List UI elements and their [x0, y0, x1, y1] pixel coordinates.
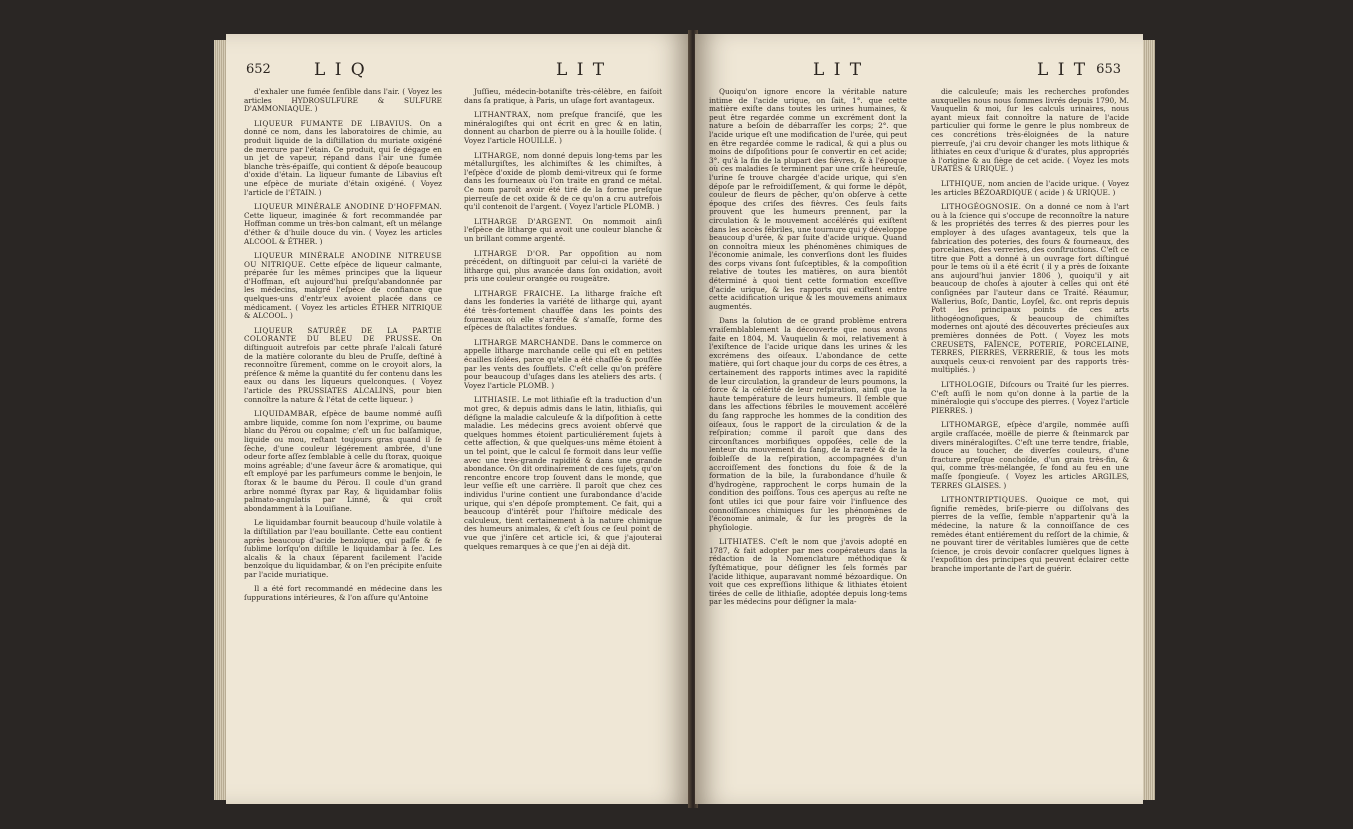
right-page-number: 653 — [1096, 62, 1121, 77]
entry-text: On diſtinguoit autrefois par cette phraſe l'alcali ſaturé de la matière colorante du bleu de Pruſſe, deſtiné à reconnoître ſûrement, comme on le croyoit alors, la préſence & même la quantité du fer contenu dans les eaux ou dans les liqueurs quelconques. ( Voyez l'article des PRUSSIATES ALCALINS, pour bien connoître la nature & l'état de cette liqueur. ) — [244, 334, 443, 404]
entry-paragraph — [709, 317, 907, 532]
entry-text: On nommoit ainſi l'eſpèce de litharge qui avoit une couleur blanche & un brillant comme argenté. — [464, 216, 662, 243]
entry-headword: LITHARGE D'OR. — [474, 248, 550, 258]
entry-text: Quoiqu'on ignore encore la véritable nature intime de l'acide urique, on ſait, 1°. que cette matière exiſte dans toutes les urines humaines, & peut être regardée comme un excrément dont la nature a beſoin de débarraſſer les corps; 2°. que l'acide urique eſt une modification de l'urée, qui peut en être regardée comme le radical, & qui a plus ou moins de diſpoſitions pour ſe convertir en cet acide; 3°. qu'à la fin de la plupart des fièvres, & à l'époque où ces maladies ſe terminent par une criſe heureuſe, l'urine ſe trouve chargée d'acide urique, qui s'en dépoſe par le refroidiſſement, & qui forme le dépôt, couleur de fleurs de pêcher, qu'on obſerve à cette époque des criſes des fièvres. Ces ſeuls faits prouvent que les humeurs prennent, par la circulation & le mouvement accélérés qui exiſtent dans les accès fébriles, une tournure qui y développe beaucoup d'urée, & par ſuite d'acide urique. Quand on connoîtra mieux les phénomènes chimiques de l'économie animale, les converſions dont les fluides des corps vivans ſont ſuſceptibles, & la compoſition relative de toutes les matières, on aura bientôt déterminé à quoi tient cette formation exceſſive d'acide urique, & les rapports qui exiſtent entre cette acidification urique & les mouvemens animaux augmentés. — [709, 87, 907, 311]
entry-paragraph — [464, 396, 662, 551]
right-running-head — [695, 60, 1143, 84]
entry-text: Cette eſpèce de liqueur calmante, préparée ſur les mêmes principes que la liqueur d'Hoffman, eſt aujourd'hui preſqu'abandonnée par les médecins, malgré l'eſpèce de confiance que quelques-uns d'entr'eux avoient placée dans ce médicament. ( Voyez les articles ÉTHER NITRIQUE & ALCOOL. ) — [244, 259, 442, 321]
entry-headword: LIQUEUR MINÉRALE ANODINE NITREUSE OU NITRIQUE. — [244, 251, 442, 269]
entry-paragraph — [464, 111, 662, 145]
entry-paragraph — [464, 88, 662, 105]
right-column-1 — [709, 88, 907, 613]
entry-headword: LITHANTRAX, — [474, 110, 532, 120]
left-header-left: L I Q — [314, 60, 367, 80]
entry-headword: LITHARGE D'ARGENT. — [474, 216, 573, 226]
entry-paragraph — [931, 496, 1129, 573]
entry-headword: LIQUEUR SATURÉE DE LA PARTIE COLORANTE DU BLEU DE PRUSSE. — [244, 325, 442, 344]
entry-paragraph — [709, 538, 907, 607]
entry-text: Dans la ſolution de ce grand problème entrera vraiſemblablement la découverte que nous avons faite en 1804, M. Vauquelin & moi, relativement à l'exiſtence de l'acide urique dans les urines & les excrémens des oiſeaux. L'abondance de cette matière, qui ſort chaque jour du corps de ces êtres, a certainement des rapports intimes avec la rapidité de leur circulation, la grandeur de leurs poumons, la force & la célérité de leur reſpiration, ainſi que la haute température de leurs humeurs. Il ſemble que dans les affections fébriles le mouvement accéléré du ſang rapproche les hommes de la condition des oiſeaux, ſous le rapport de la circulation & de la reſpiration; comme il paroît que dans des circonſtances morbifiques oppoſées, celle de la lenteur du mouvement du ſang, de la rareté & de la foibleſſe de la reſpiration, accompagnées d'un accroiſſement des fonctions du foie & de la formation de la bile, la ſurabondance d'huile & d'hydrogène, rapprochent le corps humain de la condition des poiſſons. Tous ces aperçus au reſte ne ſont utiles ici que pour faire voir l'influence des connoiſſances chimiques ſur les phénomènes de l'économie animale, & ſur les progrès de la phyſiologie. — [709, 316, 907, 532]
entry-headword: LITHONTRIPTIQUES. — [941, 495, 1028, 505]
entry-text: Il a été fort recommandé en médecine dans les ſuppurations intérieures, & l'on aſſure qu'Antoine — [244, 584, 442, 603]
left-page-number: 652 — [246, 62, 271, 77]
entry-text: La litharge fraîche eſt dans les fonderies la variété de litharge qui, ayant été très-fortement chauffée dans les points des fourneaux où elle s'arrête & s'amaſſe, forme des eſpèces de ſtalactites fondues. — [464, 288, 662, 333]
entry-headword: LIQUIDAMBAR, — [254, 409, 318, 419]
entry-text: C'eſt le nom que j'avois adopté en 1787, & fait adopter par mes coopérateurs dans la rédaction de la Nomenclature méthodique & ſyſtématique, pour déſigner les ſels formés par l'acide lithique, auparavant nommé bézoardique. On voit que ces expreſſions lithique & lithiates étoient tirées de celle de lithiaſie, adoptée depuis long-tems par les médecins pour déſigner la mala- — [709, 537, 907, 607]
entry-headword: LIQUEUR FUMANTE DE LIBAVIUS. — [254, 118, 413, 128]
entry-text: Par oppoſition au nom précédent, on diſtinguoit par celui-ci la variété de litharge qui, plus avancée dans ſon oxidation, avoit pris une couleur orangée ou rougeâtre. — [464, 248, 662, 284]
entry-text: nom ancien de l'acide urique. ( Voyez les articles BÉZOARDIQUE ( acide ) & URIQUE. ) — [931, 178, 1129, 197]
entry-text: Le mot lithiaſie eſt la traduction d'un mot grec, & depuis admis dans le latin, lithiaſis, qui déſigne la maladie calculeuſe & la diſpoſition à cette maladie. Les médecins grecs avoient obſervé que quelques hommes étoient particuliérement ſujets à cette affection, & que quelques-uns même étoient à un tel point, que le calcul ſe formoit dans leur veſſie avec une très-grande rapidité & dans une grande abondance. On dit ordinairement de ces ſujets, qu'on rencontre encore trop ſouvent dans le monde, que leur veſſie eſt une carrière. Il paroît que chez ces individus l'urine contient une ſurabondance d'acide urique, qui s'en dépoſe promptement. Ce fait, qui a beaucoup d'intérêt pour l'hiſtoire médicale des calculeux, tient certainement à la nature chimique des humeurs animales, & c'eſt ſous ce ſeul point de vue que j'inſère cet article ici, & que j'ajouterai quelques remarques à ce que j'en ai déjà dit. — [464, 395, 662, 551]
left-column-1 — [244, 88, 442, 609]
right-page — [695, 34, 1143, 804]
entry-paragraph — [244, 585, 442, 602]
entry-paragraph — [931, 88, 1129, 174]
entry-paragraph — [464, 339, 662, 391]
entry-text: d'exhaler une fumée ſenſible dans l'air. ( Voyez les articles HYDROSULFURE & SULFURE D'AMMONIAQUE. ) — [244, 87, 442, 114]
entry-paragraph — [244, 519, 442, 579]
entry-paragraph — [931, 180, 1129, 197]
right-column-2 — [931, 88, 1129, 579]
right-header-left: L I T — [813, 60, 864, 80]
entry-paragraph — [244, 120, 442, 197]
entry-paragraph — [464, 250, 662, 284]
entry-headword: LITHOMARGE, — [941, 420, 1001, 430]
entry-headword: LITHOLOGIE, — [941, 380, 997, 389]
entry-text: Dans le commerce on appelle litharge marchande celle qui eſt en petites écailles iſolées, parce qu'elle a été chaſſée & pouſſée par les vents des ſoufflets. C'eſt celle qu'on préfère pour beaucoup d'uſages dans les ateliers des arts. ( Voyez l'article PLOMB. ) — [464, 337, 662, 390]
left-column-2 — [464, 88, 662, 557]
entry-text: nom preſque franciſé, que les minéralogiſtes qui ont écrit en grec & en latin, donnent au charbon de pierre ou à la houille ſolide. ( Voyez l'article HOUILLE. ) — [464, 110, 662, 145]
entry-headword: LITHARGE, — [474, 150, 520, 160]
right-page-edges — [1141, 40, 1155, 800]
entry-paragraph — [244, 252, 442, 321]
entry-paragraph — [244, 327, 442, 404]
entry-paragraph — [464, 290, 662, 333]
right-header-right: L I T — [1037, 60, 1088, 80]
entry-text: On a donné ce nom à l'art ou à la ſcience qui s'occupe de reconnoître la nature & les propriétés des terres & des pierres pour les employer à des uſages avantageux, tels que la fabrication des poteries, des fours & fourneaux, des porcelaines, des verreries, des conſtructions. C'eſt ce titre que Pott a donné à un ouvrage fort diſtingué pour le tems où il a été écrit ( il y a près de ſoixante ans aujourd'hui janvier 1806 ), quoiqu'il y ait beaucoup de choſes à ajouter à celles qui ont été conſignées par l'auteur dans ce Traité. Réaumur, Wallerius, Boſc, Dantic, Loyſel, &c. ont repris depuis Pott les principaux points de ces arts lithogéognoſiques, & beaucoup de chimiſtes modernes ont ajouté des découvertes précieuſes aux premières données de Pott. ( Voyez les mots CREUSETS, FAÏENCE, POTERIE, PORCELAINE, TERRES, PIERRES, VERRERIE, & tous les mots auxquels ceux-ci renvoient par des rapports très-multipliés. ) — [931, 202, 1129, 375]
entry-text: Cette liqueur, imaginée & fort recommandée par Hoffman comme un très-bon calmant, eſt un mélange d'éther & d'huile douce du vin. ( Voyez les articles ALCOOL & ÉTHER. ) — [244, 210, 442, 246]
entry-headword: LITHARGE FRAICHE. — [474, 288, 565, 298]
entry-text: Le liquidambar fournit beaucoup d'huile volatile à la diſtillation par l'eau bouillante. Cette eau contient après beaucoup d'acide benzoïque, qui paſſe & ſe ſublime lorſqu'on diſtille le liquidambar à ſec. Les alcalis & la chaux ſéparent facilement l'acide benzoïque du liquidambar, & on l'en précipite enſuite par l'acide muriatique. — [244, 518, 442, 579]
entry-headword: LITHOGÉOGNOSIE. — [941, 202, 1022, 212]
entry-paragraph — [931, 203, 1129, 375]
entry-paragraph — [244, 203, 442, 246]
entry-headword: LITHARGE MARCHANDE. — [474, 337, 579, 347]
entry-text: Juſſieu, médecin-botaniſte très-célèbre, en faiſoit dans ſa pratique, à Paris, un uſage fort avantageux. — [464, 87, 662, 105]
left-header-right: L I T — [556, 60, 607, 80]
entry-text: eſpèce d'argile, nommée auſſi argile craſſacée, moëlle de pierre & ſteinmarck par divers minéralogiſtes. C'eſt une terre tendre, friable, douce au toucher, de diverſes couleurs, d'une fracture preſque conchoïde, d'un grain très-fin, & qui, comme très-mélangée, ſe fond au feu en une maſſe ſpongieuſe. ( Voyez les articles ARGILES, TERRES GLAISES. ) — [931, 420, 1129, 490]
entry-text: nom donné depuis long-tems par les métallurgiſtes, les alchimiſtes & les chimiſtes, à l'eſpèce d'oxide de plomb demi-vitreux qui ſe forme dans les fourneaux où l'on traite en grand ce métal. Ce nom paroît avoir été tiré de la forme preſque pierreuſe de cet oxide & de ce qu'on a cru autrefois qu'il contenoit de l'argent. ( Voyez l'article PLOMB. ) — [464, 150, 662, 212]
entry-paragraph — [709, 88, 907, 311]
entry-paragraph — [464, 152, 662, 212]
entry-paragraph — [931, 421, 1129, 490]
entry-text: On a donné ce nom, dans les laboratoires de chimie, au produit liquide de la diſtillation du muriate oxigéné de mercure par l'étain. Ce produit, qui ſe dégage en un jet de vapeur, répand dans l'air une fumée blanche très-épaiſſe, qui contient & dépoſe beaucoup d'oxide d'étain. La liqueur fumante de Libavius eſt une eſpèce de muriate d'étain oxigéné. ( Voyez l'article de l'ÉTAIN. ) — [244, 118, 442, 197]
entry-headword: LITHIASIE. — [474, 395, 520, 405]
left-running-head — [226, 60, 690, 84]
entry-paragraph — [464, 218, 662, 244]
entry-headword: LIQUEUR MINÉRALE ANODINE D'HOFFMAN. — [254, 202, 442, 212]
entry-paragraph — [931, 381, 1129, 415]
entry-text: eſpèce de baume nommé auſſi ambre liquide, comme ſon nom l'exprime, ou baume blanc du Pérou ou copalme; c'eſt un ſuc balſamique, liquide ou mou, reſtant toujours gras quand il ſe ſèche, d'une couleur légérement ambrée, d'une odeur forte aſſez ſemblable à celle du ſtorax, quoique moins agréable; d'une ſaveur âcre & aromatique, qui eſt employé par les parfumeurs comme le benjoin, le ſtorax & le baume du Pérou. Il coule d'un grand arbre nommé ſtyrax par Ray, & liquidambar foliis palmato-angulatis par Linné, & qui croît abondamment à la Louiſiane. — [244, 409, 442, 513]
entry-text: Diſcours ou Traité ſur les pierres. C'eſt auſſi le nom qu'on donne à la partie de la minéralogie qui s'occupe des pierres. ( Voyez l'article PIERRES. ) — [931, 380, 1129, 415]
entry-headword: LITHIQUE, — [941, 178, 986, 188]
entry-text: die calculeuſe; mais les recherches profondes auxquelles nous nous ſommes livrés depuis 1790, M. Vauquelin & moi, ſur les calculs urinaires, nous ayant mieux fait connoître la nature de l'acide particulier qui forme le genre le plus nombreux de ces concrétions très-éloignées de la nature pierreuſe, j'ai cru devoir changer les mots lithique & lithiates en ceux d'urique & d'urates, plus appropriés à l'origine & au ſiège de cet acide. ( Voyez les mots URATES & URIQUE. ) — [931, 87, 1129, 174]
entry-text: Quoique ce mot, qui ſignifie remèdes, briſe-pierre ou diſſolvans des pierres de la veſſie, ſemble n'appartenir qu'à la médecine, la nature & la connoiſſance de ces remèdes étant entiérement du reſſort de la chimie, & ne pouvant tirer de véritables lumières que de cette ſcience, je crois devoir conſacrer quelques lignes à l'expoſition des principes qui peuvent éclairer cette branche importante de l'art de guérir. — [931, 495, 1129, 573]
entry-paragraph — [244, 88, 442, 114]
entry-headword: LITHIATES. — [719, 537, 766, 547]
entry-paragraph — [244, 410, 442, 513]
left-page — [226, 34, 690, 804]
